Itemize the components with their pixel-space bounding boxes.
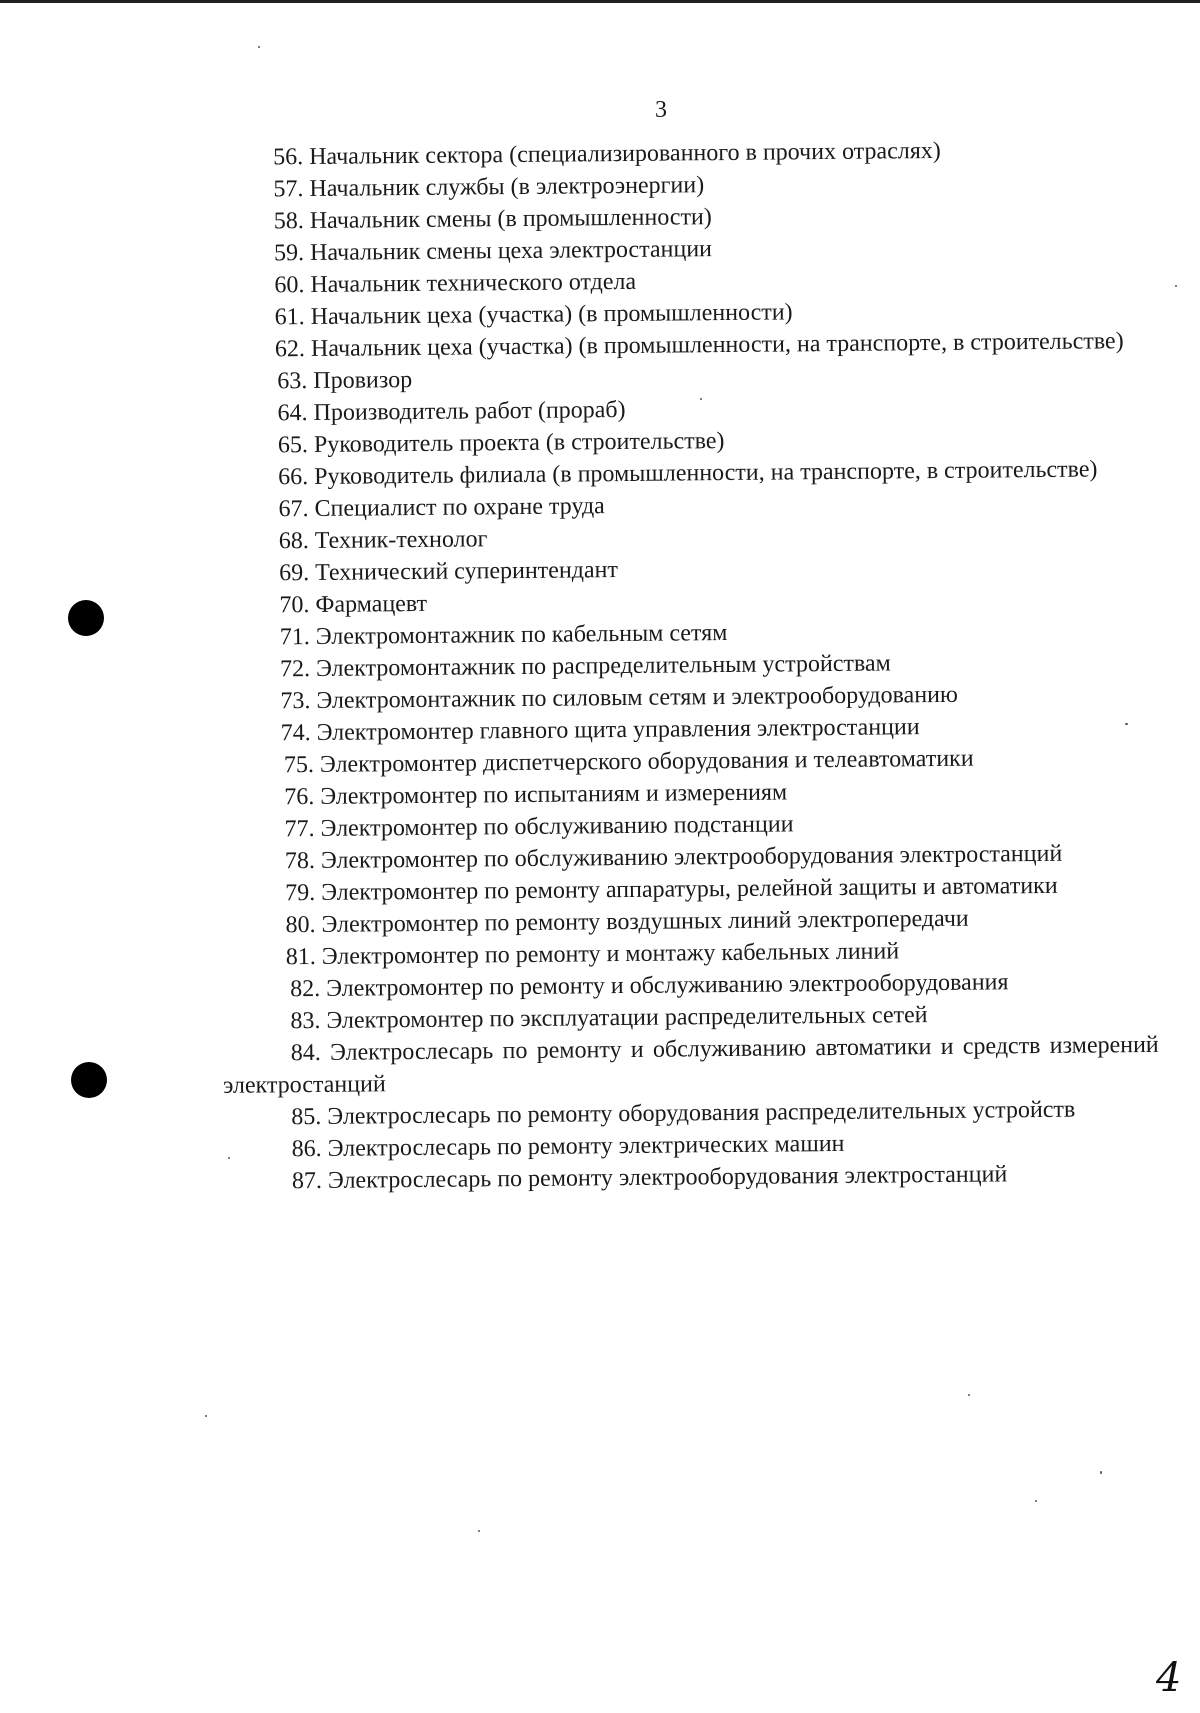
list-item: 67. Специалист по охране труда (278, 493, 605, 523)
punch-hole (71, 1062, 107, 1098)
list-item: 85. Электрослесарь по ремонту оборудования распределительных устройств (291, 1096, 1076, 1131)
scan-speck (228, 1157, 230, 1159)
list-item: 70. Фармацевт (279, 590, 428, 619)
page-number: 3 (655, 97, 667, 123)
scan-speck (258, 46, 260, 48)
top-edge-rule (0, 0, 1200, 3)
scan-speck (700, 398, 702, 400)
scan-speck (1125, 723, 1128, 725)
scan-speck (968, 1394, 970, 1396)
list-item: 87. Электрослесарь по ремонту электрооборудования электростанций (291, 1161, 1008, 1195)
list-item: 83. Электромонтер по эксплуатации распределительных сетей (290, 1002, 928, 1035)
list-item: 74. Электромонтер главного щита управления электростанции (280, 714, 920, 747)
scan-speck (478, 1530, 480, 1532)
profession-list (205, 133, 1160, 1198)
list-item: 75. Электромонтер диспетчерского оборудования и телеавтоматики (283, 745, 974, 779)
scan-speck (1100, 1471, 1102, 1474)
list-item: 80. Электромонтер по ремонту воздушных линий электропередачи (285, 905, 969, 939)
list-item: 77. Электромонтер по обслуживанию подстанции (284, 811, 794, 843)
list-item: 79. Электромонтер по ремонту аппаратуры, релейной защиты и автоматики (285, 872, 1058, 907)
list-item: 59. Начальник смены цеха электростанции (273, 236, 713, 267)
list-item: 68. Техник-технолог (278, 526, 488, 555)
scan-speck (1175, 285, 1177, 287)
list-item: 73. Электромонтажник по силовым сетям и электрооборудованию (280, 681, 958, 715)
list-item: 57. Начальник службы (в электроэнергии) (273, 172, 705, 203)
list-item: 60. Начальник технического отдела (274, 268, 637, 299)
list-item: 56. Начальник сектора (специализированного в прочих отраслях) (273, 137, 941, 171)
list-item: 62. Начальник цеха (участка) (в промышленности, на транспорте, в строительстве) (274, 328, 1124, 363)
list-item: 86. Электрослесарь по ремонту электрических машин (291, 1130, 845, 1163)
scan-speck (205, 1415, 207, 1417)
list-item: 81. Электромонтер по ремонту и монтажу кабельных линий (285, 938, 900, 971)
scan-speck (1035, 1500, 1037, 1502)
list-item: 72. Электромонтажник по распределительным устройствам (279, 650, 891, 683)
list-item: 61. Начальник цеха (участка) (в промышленности) (274, 299, 793, 331)
punch-hole (68, 600, 104, 636)
list-item: 69. Технический суперинтендант (279, 557, 619, 587)
list-item: 82. Электромонтер по ремонту и обслуживанию электрооборудования (290, 969, 1009, 1003)
list-item: 76. Электромонтер по испытаниям и измерениям (284, 779, 788, 811)
list-item: 71. Электромонтажник по кабельным сетям (279, 620, 728, 651)
list-item: 78. Электромонтер по обслуживанию электрооборудования электростанций (284, 840, 1063, 875)
list-item: 64. Производитель работ (прораб) (277, 396, 626, 427)
handwritten-page-mark: 4 (1156, 1655, 1182, 1701)
list-item: 65. Руководитель проекта (в строительстве) (277, 428, 725, 459)
list-item: 84. Электрослесарь по ремонту и обслуживанию автоматики и средств измерений электростанций (222, 1031, 1159, 1099)
list-item: 63. Провизор (277, 367, 413, 395)
list-item: 66. Руководитель филиала (в промышленности, на транспорте, в строительстве) (278, 456, 1098, 491)
list-item: 58. Начальник смены (в промышленности) (273, 204, 712, 235)
